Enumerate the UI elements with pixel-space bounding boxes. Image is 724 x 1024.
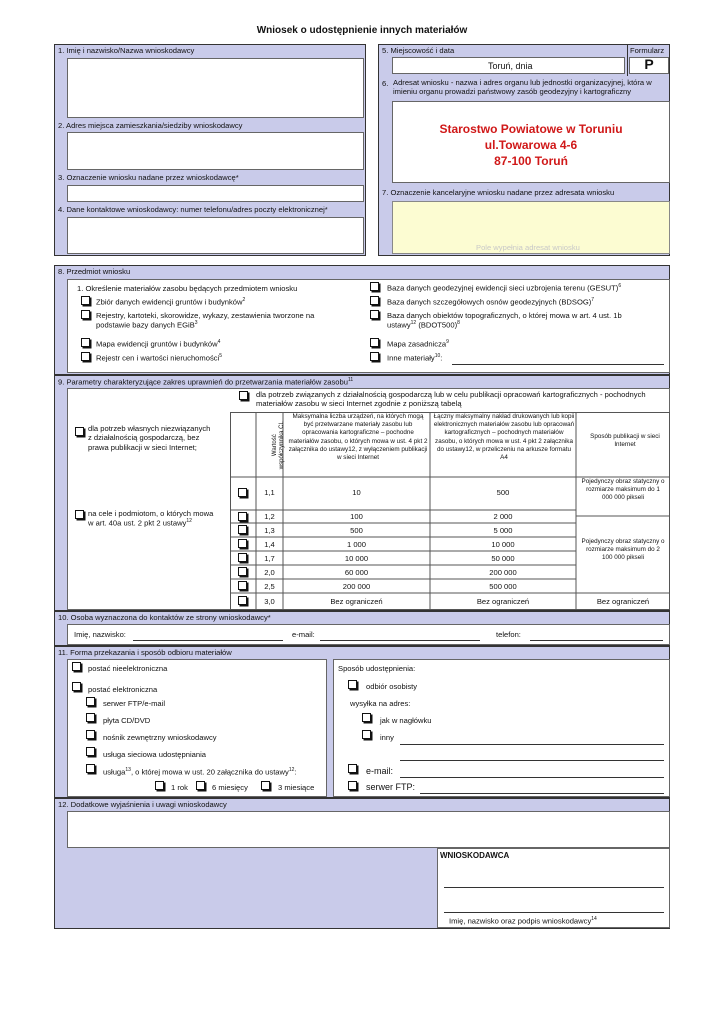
cl-checkbox[interactable]	[238, 581, 247, 590]
cl-value: 1,3	[264, 526, 275, 535]
non-electronic-checkbox[interactable]	[72, 662, 81, 671]
print-column-header: Łączny maksymalny nakład drukowanych lub kopii elektronicznych materiałów zasobu lub opracowań kartograficznych – pochodnych materiałów zasobu, o których mowa w ust. 4 pkt 2 załącznika do ustawy12, w przeliczeniu na arkusze formatu A4	[433, 413, 575, 461]
publication-option-1: Pojedynczy obraz statyczny o rozmiarze maksimum do 1 000 000 pikseli	[581, 478, 665, 502]
mail-delivery-label: wysyłka na adres:	[350, 699, 411, 708]
print-value: 50 000	[491, 554, 515, 563]
personal-pickup-label: odbiór osobisty	[366, 682, 418, 691]
cl-checkbox[interactable]	[238, 525, 247, 534]
email-delivery-line[interactable]	[400, 777, 664, 778]
users-value: 10	[352, 488, 361, 497]
non-electronic-label: postać nieelektroniczna	[88, 664, 168, 673]
other-address-line-2[interactable]	[400, 760, 664, 761]
users-value: 10 000	[344, 554, 369, 563]
gesut-checkbox[interactable]	[370, 282, 379, 291]
base-map-checkbox[interactable]	[370, 338, 379, 347]
other-address-line-1[interactable]	[400, 744, 664, 745]
section-8-header: 8. Przedmiot wniosku	[58, 267, 131, 276]
section-1-header: 1. Imię i nazwisko/Nazwa wnioskodawcy	[58, 46, 195, 55]
cl-value: 2,5	[264, 582, 275, 591]
contact-name-label: Imię, nazwisko:	[74, 630, 126, 639]
section-7-header: 7. Oznaczenie kancelaryjne wniosku nadane przez adresata wniosku	[382, 188, 615, 197]
cl-value: 1,4	[264, 540, 275, 549]
formularz-divider	[627, 44, 628, 76]
one-year-checkbox[interactable]	[155, 781, 164, 790]
service-label: usługa$^{13}$, o której mowa w ust. 20 załącznika do ustawy$^{12}$:	[103, 767, 297, 777]
signature-line-1[interactable]	[444, 887, 664, 888]
gesut-label: Baza danych geodezyjnej ewidencji sieci uzbrojenia terenu (GESUT)$^6$	[387, 283, 622, 293]
business-use-checkbox[interactable]	[239, 391, 248, 400]
bdsog-label: Baza danych szczegółowych osnów geodezyjnych (BDSOG)$^7$	[387, 297, 595, 307]
bdsog-checkbox[interactable]	[370, 296, 379, 305]
section-5-header: 5. Miejscowość i data	[382, 46, 455, 55]
place-date-value: Toruń, dnia	[488, 61, 533, 71]
cl-value: 2,0	[264, 568, 275, 577]
print-value: 500 000	[489, 582, 517, 591]
section-10-body	[67, 624, 670, 645]
cl-value: 1,2	[264, 512, 275, 521]
cl-value: 1,7	[264, 554, 275, 563]
print-value: 2 000	[493, 512, 513, 521]
cl-checkbox[interactable]	[238, 512, 247, 521]
formularz-label: Formularz	[630, 46, 665, 55]
office-id-hint: Pole wypełnia adresat wniosku	[476, 243, 580, 252]
art40a-checkbox[interactable]	[75, 510, 84, 519]
publication-option-2: Pojedynczy obraz statyczny o rozmiarze maksimum do 2 100 000 pikseli	[581, 538, 665, 562]
service-checkbox[interactable]	[86, 764, 95, 773]
other-address-label: inny	[380, 733, 394, 742]
addressee-line-3: 87-100 Toruń	[494, 154, 568, 168]
registers-label: Rejestry, kartoteki, skorowidze, wykazy, zestawienia tworzone na podstawie bazy danych EGiB$^3$	[96, 311, 315, 331]
three-months-label: 3 miesiące	[278, 783, 315, 792]
users-value: 200 000	[342, 582, 371, 591]
signature-caption: Imię, nazwisko oraz podpis wnioskodawcy$^{14}$	[449, 916, 597, 926]
contact-email-label: e-mail:	[292, 630, 315, 639]
users-value: Bez ograniczeń	[330, 597, 383, 606]
egib-data-label: Zbiór danych ewidencji gruntów i budynków$^2$	[96, 297, 246, 307]
external-media-checkbox[interactable]	[86, 730, 95, 739]
users-value: 1 000	[346, 540, 366, 549]
publication-column-header: Sposób publikacji w sieci Internet	[590, 433, 660, 449]
section-6-number: 6.	[382, 79, 389, 88]
ftp-delivery-label: serwer FTP:	[366, 782, 416, 792]
contact-email-line[interactable]	[320, 640, 480, 641]
form-letter: P	[644, 56, 654, 72]
signature-line-2[interactable]	[444, 912, 664, 913]
cl-checkbox[interactable]	[238, 539, 247, 548]
contact-phone-label: telefon:	[496, 630, 521, 639]
cd-dvd-checkbox[interactable]	[86, 713, 95, 722]
email-delivery-label: e-mail:	[366, 766, 394, 776]
egib-data-checkbox[interactable]	[81, 296, 90, 305]
network-service-label: usługa sieciowa udostępniania	[103, 750, 207, 759]
contact-data-field[interactable]	[67, 217, 364, 254]
applicant-signature-heading: WNIOSKODAWCA	[440, 851, 510, 860]
section-9-header: 9. Parametry charakteryzujące zakres uprawnień do przetwarzania materiałów zasobu$^{11}$	[58, 377, 354, 387]
as-header-label: jak w nagłówku	[380, 716, 432, 725]
delivery-method-label: Sposób udostępnienia:	[338, 664, 416, 673]
print-value: 10 000	[491, 540, 515, 549]
external-media-label: nośnik zewnętrzny wnioskodawcy	[103, 733, 217, 742]
ftp-email-checkbox[interactable]	[86, 697, 95, 706]
print-value: 200 000	[489, 568, 517, 577]
ftp-email-label: serwer FTP/e-mail	[103, 699, 166, 708]
print-value: 5 000	[493, 526, 513, 535]
section-4-header: 4. Dane kontaktowe wnioskodawcy: numer telefonu/adres poczty elektronicznej*	[58, 205, 328, 214]
users-value: 100	[350, 512, 363, 521]
cl-checkbox[interactable]	[238, 488, 247, 497]
electronic-label: postać elektroniczna	[88, 685, 158, 694]
cl-checkbox[interactable]	[238, 553, 247, 562]
network-service-checkbox[interactable]	[86, 747, 95, 756]
applicant-name-field[interactable]	[67, 58, 364, 118]
section-2-header: 2. Adres miejsca zamieszkania/siedziby wnioskodawcy	[58, 121, 243, 130]
three-months-checkbox[interactable]	[261, 781, 270, 790]
personal-pickup-checkbox[interactable]	[348, 680, 357, 689]
request-id-field[interactable]	[67, 185, 364, 202]
print-value: 500	[496, 488, 510, 497]
other-materials-label: Inne materiały$^{10}$:	[387, 353, 443, 363]
other-materials-line[interactable]	[452, 364, 664, 365]
own-use-checkbox[interactable]	[75, 427, 84, 436]
section-11-header: 11. Forma przekazania i sposób odbioru materiałów	[58, 648, 232, 657]
users-column-header: Maksymalna liczba urządzeń, na których mogą być przetwarzane materiały zasobu lub opracowania kartograficzne – pochodne materiałów zasobu, o których mowa w ust. 4 pkt 2 załącznika do ustawy12, z wyłączeniem publikacji w sieci Internet	[288, 413, 428, 461]
bdot500-label: Baza danych obiektów topograficznych, o której mowa w art. 4 ust. 1b ustawy$^{12}$ (BDOT500)$^8$	[387, 311, 622, 331]
users-value: 500	[350, 526, 363, 535]
section-10-header: 10. Osoba wyznaczona do kontaktów ze strony wnioskodawcy*	[58, 613, 271, 622]
price-register-label: Rejestr cen i wartości nieruchomości$^5$	[96, 353, 223, 363]
section-6-header: Adresat wniosku - nazwa i adres organu lub jednostki organizacyjnej, która w imieniu organu prowadzi państwowy zasób geodezyjny i kartograficzny	[393, 78, 652, 97]
publication-option-3: Bez ograniczeń	[596, 597, 650, 606]
cl-checkbox[interactable]	[238, 567, 247, 576]
email-delivery-checkbox[interactable]	[348, 764, 357, 773]
bdot500-checkbox[interactable]	[370, 310, 379, 319]
section-3-header: 3. Oznaczenie wniosku nadane przez wnioskodawcę*	[58, 173, 239, 182]
section-12-header: 12. Dodatkowe wyjaśnienia i uwagi wnioskodawcy	[58, 800, 227, 809]
users-value: 60 000	[344, 568, 369, 577]
cl-value: 1,1	[264, 488, 275, 497]
registers-checkbox[interactable]	[81, 310, 90, 319]
page-title: Wniosek o udostępnienie innych materiałów	[256, 25, 468, 36]
other-address-checkbox[interactable]	[362, 730, 371, 739]
six-months-label: 6 miesięcy	[212, 783, 248, 792]
price-register-checkbox[interactable]	[81, 352, 90, 361]
ftp-delivery-line[interactable]	[420, 793, 664, 794]
materials-heading: 1. Określenie materiałów zasobu będących przedmiotem wniosku	[77, 284, 298, 293]
own-use-label: dla potrzeb własnych niezwiązanych z działalnością gospodarczą, bez prawa publikacji w sieci Internet;	[88, 424, 211, 452]
electronic-checkbox[interactable]	[72, 682, 81, 691]
six-months-checkbox[interactable]	[196, 781, 205, 790]
contact-phone-line[interactable]	[530, 640, 663, 641]
ftp-delivery-checkbox[interactable]	[348, 781, 357, 790]
cd-dvd-label: płyta CD/DVD	[103, 716, 151, 725]
egib-map-checkbox[interactable]	[81, 338, 90, 347]
business-use-label: dla potrzeb związanych z działalnością gospodarczą lub w celu publikacji opracowań kartograficznych - pochodnych materiałów zasobu w sieci Internet zgodnie z poniższą tabelą	[256, 390, 646, 409]
remarks-field[interactable]	[67, 811, 670, 848]
base-map-label: Mapa zasadnicza$^9$	[387, 339, 449, 349]
egib-map-label: Mapa ewidencji gruntów i budynków$^4$	[96, 339, 221, 349]
cl-value: 3,0	[264, 597, 275, 606]
other-materials-checkbox[interactable]	[370, 352, 379, 361]
addressee-line-1: Starostwo Powiatowe w Toruniu	[439, 122, 623, 136]
one-year-label: 1 rok	[171, 783, 188, 792]
cl-checkbox[interactable]	[238, 596, 247, 605]
print-value: Bez ograniczeń	[476, 597, 530, 606]
contact-name-line[interactable]	[133, 640, 283, 641]
addressee-line-2: ul.Towarowa 4-6	[484, 138, 578, 152]
art40a-label: na cele i podmiotom, o których mowa w art. 40a ust. 2 pkt 2 ustawy$^{12}$	[88, 509, 214, 529]
as-header-checkbox[interactable]	[362, 713, 371, 722]
applicant-address-field[interactable]	[67, 132, 364, 170]
